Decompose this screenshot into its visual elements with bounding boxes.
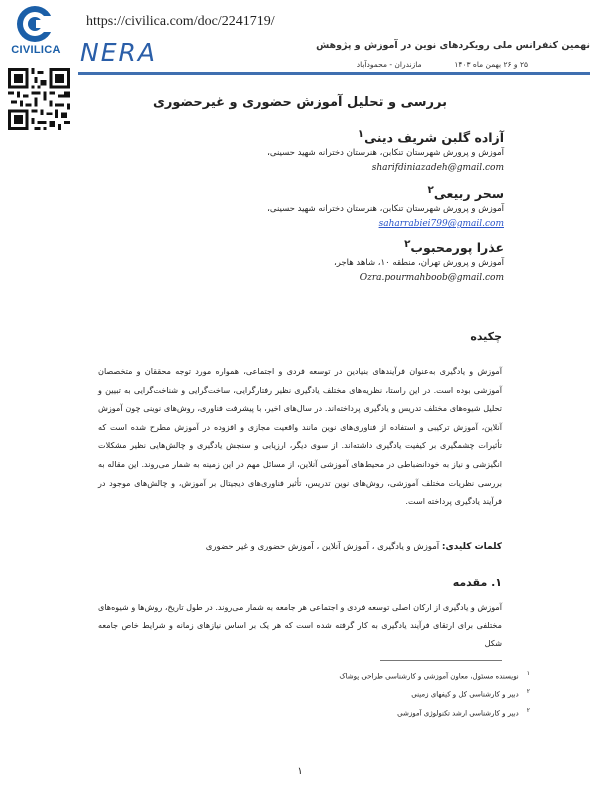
header-rule xyxy=(78,72,590,75)
author-affiliation: آموزش و پرورش شهرستان تنکابن، هنرستان دخترانه شهید حسینی، xyxy=(267,204,504,215)
author-3 xyxy=(74,236,504,285)
conference-header xyxy=(78,36,590,80)
footnote-rule xyxy=(380,660,502,661)
logo-text: CIVILICA xyxy=(11,44,61,56)
author-email[interactable]: Ozra.pourmahboob@gmail.com xyxy=(359,273,504,284)
author-name: عذرا پورمحبوب$^۲$ xyxy=(404,238,504,256)
paper-title: بررسی و تحلیل آموزش حضوری و غیرحضوری xyxy=(153,95,447,110)
keywords-label: کلمات کلیدی: xyxy=(441,542,502,552)
conference-title: نهمین کنفرانس ملی رویکردهای نوین در آموزش و پژوهش xyxy=(316,40,590,51)
author-name: آزاده گلبن شریف دینی$^۱$ xyxy=(357,128,504,146)
conference-subtitle xyxy=(357,60,528,69)
abstract-text: آموزش و یادگیری به‌عنوان فرآیندهای بنیادین در توسعه فردی و اجتماعی، همواره مورد توجه محققان و متخصصان آموزشی بوده است. در این راستا، نظریه‌های مختلف یادگیری نظیر رفتارگرایی، ساخت‌گرایی و شناخت‌گرایی به تبیین و تحلیل شیوه‌های مختلف تدریس و یادگیری پرداخته‌اند. در سال‌های اخیر، با پیشرفت فناوری، روش‌های نوینی چون آموزش آنلاین، آموزش ترکیبی و استفاده از فناوری‌های نوین مانند واقعیت مجازی و افزوده در آموزش مطرح شده است که تأثیرات چشمگیری بر کیفیت یادگیری داشته‌اند. از سوی دیگر، ارزیابی و سنجش یادگیری و چالش‌هایی نظیر مشکلات انگیزشی و نیاز به خودانضباطی در محیط‌های آموزشی آنلاین، از مسائل مهم در این زمینه به شمار می‌روند. این مقاله به بررسی نظریات مختلف آموزشی، روش‌های نوین تدریس، تأثیر فناوری‌های دیجیتال بر آموزش، و چالش‌های موجود در فرآیند یادگیری پرداخته است. xyxy=(98,366,502,507)
author-affiliation: آموزش و پرورش تهران، منطقه ۱۰، شاهد هاجر، xyxy=(333,258,504,269)
author-affiliation: آموزش و پرورش شهرستان تنکابن، هنرستان دخترانه شهید حسینی، xyxy=(267,148,504,159)
author-name: سحر ربیعی$^۲$ xyxy=(427,184,504,202)
abstract-heading: چکیده xyxy=(470,330,502,343)
keywords xyxy=(98,542,502,552)
author-2 xyxy=(74,182,504,231)
footnote: $^۲$دبیر و کارشناسی ارشد تکنولوژی آموزشی xyxy=(397,706,530,717)
page-number: ۱ xyxy=(297,766,303,777)
author-1 xyxy=(74,126,504,175)
author-email-link[interactable]: saharrabiei799@gmail.com xyxy=(378,219,504,230)
civilica-logo-icon xyxy=(10,4,60,44)
keywords-list: آموزش و یادگیری ، آموزش آنلاین ، آموزش حضوری و غیر حضوری xyxy=(205,542,440,552)
conference-brand: NERA xyxy=(80,38,157,67)
footnotes xyxy=(130,666,530,721)
document-url[interactable]: https://civilica.com/doc/2241719/ xyxy=(86,14,275,29)
author-email[interactable]: sharifdiniazadeh@gmail.com xyxy=(371,163,504,174)
civilica-logo[interactable] xyxy=(4,4,68,64)
footnote: $^۲$دبیر و کارشناسی کل و کیفهای زمینی xyxy=(411,688,530,699)
conference-date: ۲۵ و ۲۶ بهمن ماه ۱۴۰۳ xyxy=(454,60,528,69)
conference-place: مازندران - محمودآباد xyxy=(356,60,422,69)
footnote: $^۱$نویسنده مسئول، معاون آموزشی و کارشناسی طراحی پوشاک xyxy=(339,670,530,681)
intro-text: آموزش و یادگیری از ارکان اصلی توسعه فردی و اجتماعی هر جامعه به شمار می‌روند. در طول تاریخ، روش‌ها و شیوه‌های مختلفی برای ارتقای فرآیند یادگیری به کار گرفته شده است که هر یک بر اساس نیازهای زمانه و شرایط خاص جامعه شکل xyxy=(98,602,502,648)
intro-heading: ۱. مقدمه xyxy=(452,576,502,589)
